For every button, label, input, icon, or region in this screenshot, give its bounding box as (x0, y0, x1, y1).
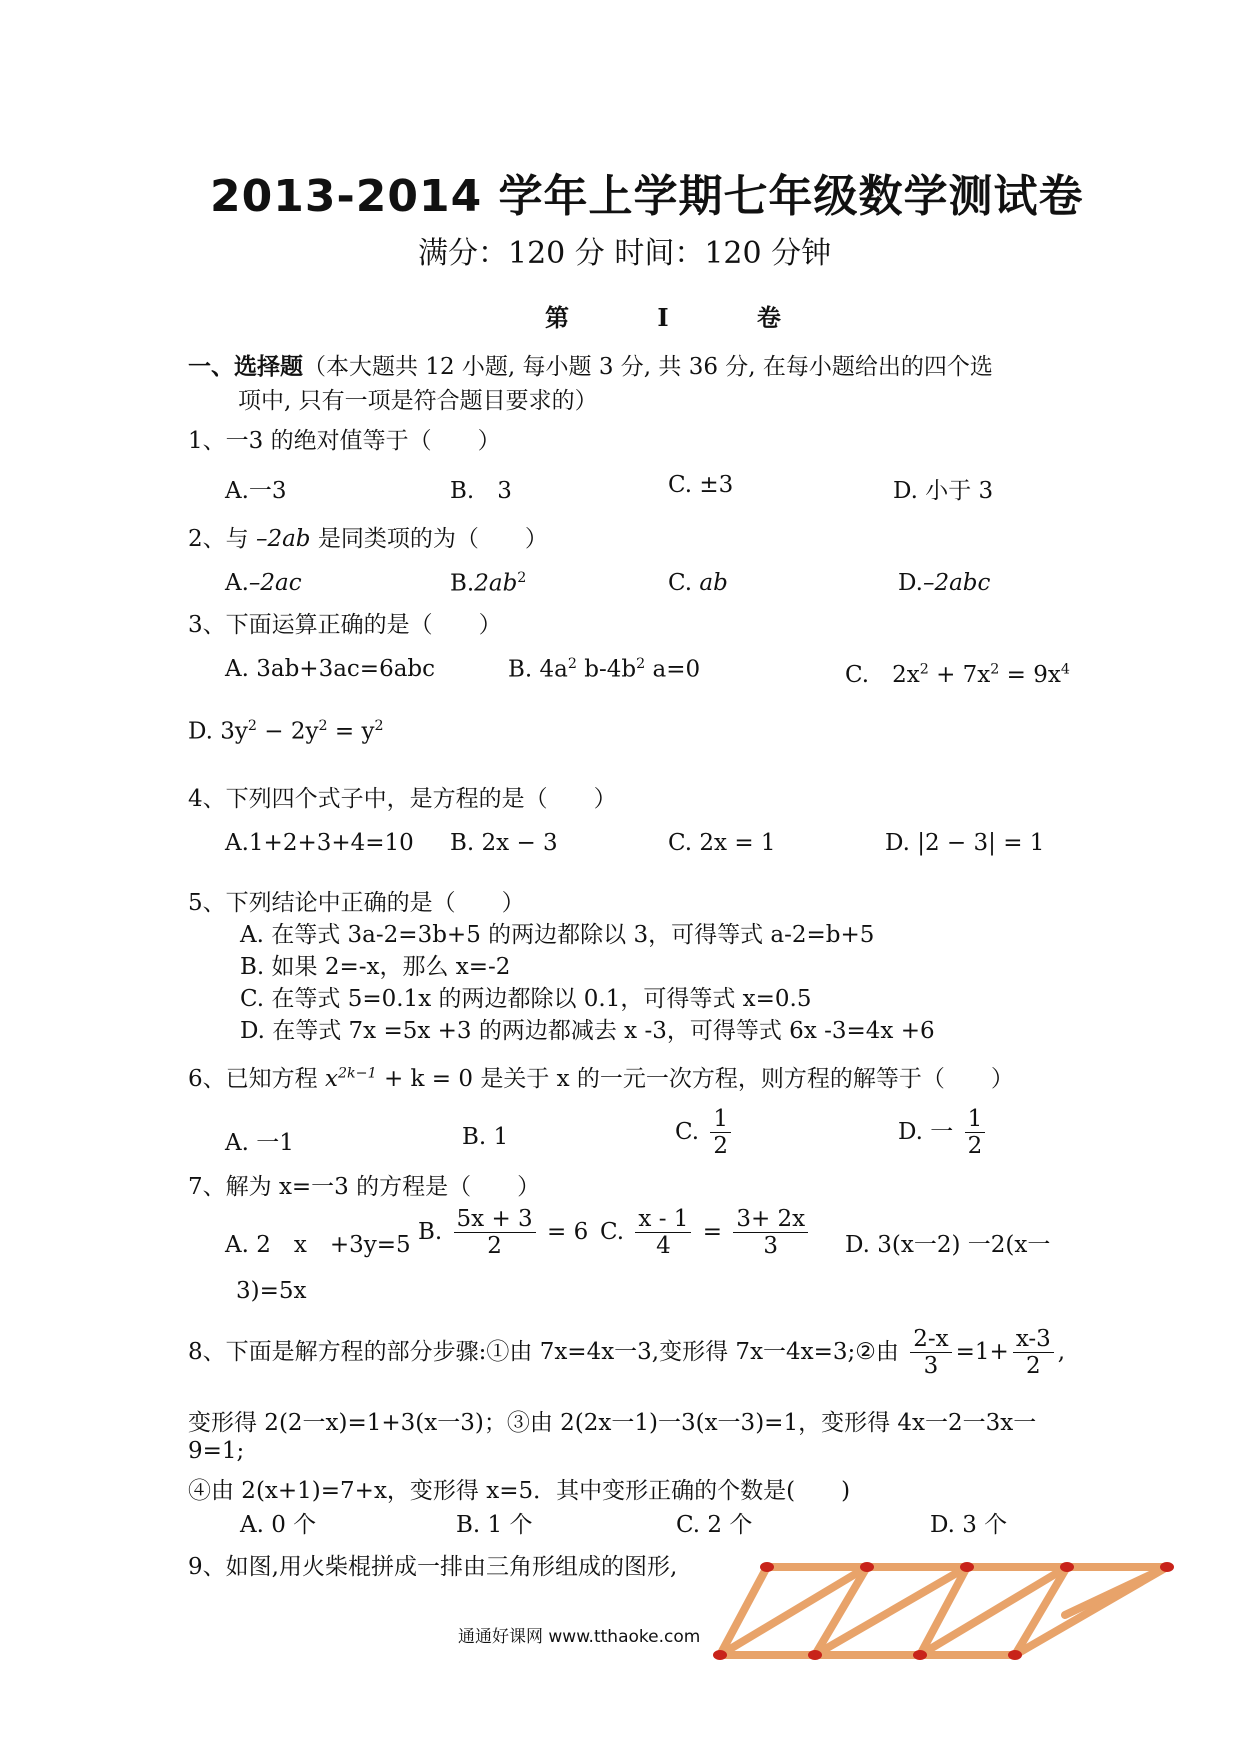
q7-option-b-fraction (454, 1206, 536, 1260)
q3-option-c-sup2: 2 (990, 661, 1000, 678)
matchstick-head (808, 1650, 822, 1660)
page-title: 2013-2014 学年上学期七年级数学测试卷 (210, 171, 1084, 222)
q3-option-d (188, 718, 384, 745)
q7-option-c-num2: 3+ 2x (733, 1206, 808, 1233)
q2-option-b-sup: 2 (517, 570, 527, 586)
q8-option-d: D. 3 个 (930, 1512, 1008, 1538)
q6-option-d-label: D. 一 (898, 1118, 954, 1145)
q2-option-c-label: C. (668, 570, 693, 596)
q3-option-c-3: = 9x (999, 662, 1061, 688)
q2-option-b (450, 570, 526, 597)
matchstick (1065, 1567, 1167, 1615)
q6-option-d-den: 2 (967, 1133, 983, 1160)
q2-option-d (898, 570, 990, 596)
q6-stem-x: x (324, 1066, 338, 1092)
q8-line-2: 变形得 2(2一x)=1+3(x一3)；③由 2(2x一1)一3(x一3)=1，变形得 4x一2一3x一 (188, 1410, 1037, 1436)
q3-option-d-sup1: 2 (247, 718, 257, 734)
page-subtitle: 满分：120 分 时间：120 分钟 (418, 236, 832, 271)
q5-stem: 5、下列结论中正确的是（ ） (188, 890, 525, 916)
q7-option-c-eq: = (702, 1218, 722, 1245)
q2-option-a-label: A. (225, 570, 249, 596)
footer-text: 通通好课网 www.tthaoke.com (458, 1627, 701, 1647)
matchstick-head (1060, 1562, 1074, 1572)
q6-stem-post: + k = 0 是关于 x 的一元一次方程，则方程的解等于（ ） (376, 1066, 1014, 1092)
q2-option-d-expr: –2abc (922, 570, 991, 596)
q8-option-a: A. 0 个 (240, 1512, 317, 1538)
q6-stem-pre: 6、已知方程 (188, 1066, 325, 1092)
q8-line-3: 9=1; (188, 1438, 245, 1464)
q6-option-d-fraction (965, 1106, 986, 1160)
q3-option-b-sup2: 2 (636, 656, 646, 672)
q9-stem: 9、如图,用火柴棍拼成一排由三角形组成的图形, (188, 1554, 678, 1580)
section-desc-1: （本大题共 12 小题, 每小题 3 分, 共 36 分, 在每小题给出的四个选 (303, 354, 993, 380)
q7-stem: 7、解为 x=一3 的方程是（ ） (188, 1174, 541, 1200)
q7-option-d-2: 3)=5x (236, 1278, 307, 1304)
q1-stem: 1、一3 的绝对值等于（ ） (188, 428, 501, 454)
q3-option-c-2: + 7x (928, 662, 991, 688)
q3-option-b-3: a=0 (645, 656, 701, 683)
q7-option-c-den2: 3 (763, 1233, 779, 1260)
matchstick-head (1008, 1650, 1022, 1660)
matchstick-head (860, 1562, 874, 1572)
matchstick-group (720, 1567, 1167, 1655)
q7-option-a: A. 2 x +3y=5 (225, 1232, 411, 1258)
q7-option-b-num: 5x + 3 (454, 1206, 536, 1233)
q3-option-c-sup3: 4 (1060, 661, 1070, 678)
q4-option-a: A.1+2+3+4=10 (225, 830, 414, 856)
matchstick-triangles-figure (705, 1555, 1185, 1667)
q5-option-a: A. 在等式 3a-2=3b+5 的两边都除以 3，可得等式 a-2=b+5 (240, 922, 875, 948)
q3-option-c (845, 656, 1070, 689)
matchstick-head (760, 1562, 774, 1572)
section-heading (188, 348, 993, 381)
q8-fraction-2-den: 2 (1025, 1353, 1041, 1380)
q2-option-b-expr: 2ab (474, 570, 518, 597)
q3-option-c-1: C. 2x (845, 662, 920, 688)
q3-option-a: A. 3ab+3ac=6abc (225, 656, 436, 682)
q6-option-b: B. 1 (462, 1124, 509, 1150)
matchstick-head (713, 1650, 727, 1660)
volume-heading: 第 Ⅰ 卷 (545, 303, 821, 332)
q2-option-d-label: D. (898, 570, 923, 596)
q8-fraction-2 (1013, 1326, 1054, 1380)
q3-option-b-2: b-4b (576, 656, 637, 683)
q8-fraction-1-den: 3 (923, 1353, 939, 1380)
q5-option-b: B. 如果 2=-x，那么 x=-2 (240, 954, 511, 980)
q7-option-b-den: 2 (487, 1233, 502, 1260)
q2-option-c-expr: ab (699, 570, 728, 596)
q3-option-b (508, 656, 700, 683)
q8-line-1-end: , (1057, 1338, 1066, 1365)
q1-option-d: D. 小于 3 (893, 478, 994, 504)
matchstick-head (1160, 1562, 1174, 1572)
q4-option-c: C. 2x = 1 (668, 830, 776, 856)
q8-fraction-1-num: 2-x (910, 1326, 951, 1353)
q7-option-c-fraction-1 (635, 1206, 691, 1260)
q7-option-c (600, 1206, 812, 1260)
q2-stem-pre: 2、与 (188, 526, 256, 552)
q3-option-b-1: B. 4a (508, 656, 568, 683)
q2-option-a (225, 570, 302, 596)
q5-option-d: D. 在等式 7x =5x +3 的两边都减去 x -3，可得等式 6x -3=4x +6 (240, 1018, 935, 1044)
q6-option-c-label: C. (675, 1118, 700, 1145)
q3-option-d-3: = y (327, 718, 375, 745)
q7-option-c-fraction-2 (733, 1206, 808, 1260)
q8-option-b: B. 1 个 (456, 1512, 533, 1538)
q2-stem-post: 是同类项的为（ ） (310, 526, 548, 552)
q3-option-b-sup1: 2 (567, 656, 577, 672)
q2-stem-var: –2ab (255, 526, 311, 552)
q7-option-c-num1: x - 1 (635, 1206, 691, 1233)
q6-option-a: A. 一1 (225, 1130, 294, 1156)
q5-option-c: C. 在等式 5=0.1x 的两边都除以 0.1，可得等式 x=0.5 (240, 986, 812, 1012)
q8-option-c: C. 2 个 (676, 1512, 753, 1538)
q6-stem-sup: 2k−1 (337, 1065, 377, 1082)
q1-option-b: B. 3 (450, 478, 512, 504)
section-heading-label: 一、选择题 (188, 353, 303, 380)
q7-option-b-label: B. (418, 1218, 443, 1245)
q1-option-a: A.一3 (225, 478, 287, 504)
q6-option-d (898, 1106, 989, 1160)
matchstick-head (913, 1650, 927, 1660)
matchstick-head (960, 1562, 974, 1572)
q1-option-c: C. ±3 (668, 472, 734, 498)
q2-option-c (668, 570, 728, 596)
q8-line-1-mid: =1+ (955, 1338, 1009, 1365)
q8-fraction-1 (910, 1326, 951, 1380)
q4-stem: 4、下列四个式子中，是方程的是（ ） (188, 786, 617, 812)
q3-option-c-sup1: 2 (919, 661, 929, 678)
q3-option-d-sup3: 2 (374, 718, 384, 734)
q8-line-1 (188, 1326, 1065, 1380)
q2-stem (188, 520, 548, 553)
q2-option-a-expr: –2ac (248, 570, 302, 596)
q6-option-c-num: 1 (710, 1106, 731, 1133)
q3-option-d-sup2: 2 (318, 718, 328, 734)
q8-line-4: ④由 2(x+1)=7+x，变形得 x=5．其中变形正确的个数是( ) (188, 1478, 851, 1504)
q7-option-b (418, 1206, 588, 1260)
q8-line-1-pre: 8、下面是解方程的部分步骤:①由 7x=4x一3,变形得 7x一4x=3;②由 (188, 1338, 899, 1365)
q7-option-b-rhs: = 6 (546, 1218, 589, 1245)
section-desc-2: 项中, 只有一项是符合题目要求的） (238, 388, 598, 414)
q3-option-d-2: − 2y (256, 718, 319, 745)
q6-option-d-num: 1 (965, 1106, 986, 1133)
q3-option-d-1: D. 3y (188, 718, 248, 745)
q2-option-b-label: B. (450, 570, 475, 597)
q6-stem (188, 1060, 1014, 1093)
q6-option-c-fraction (710, 1106, 731, 1160)
q4-option-d: D. |2 − 3| = 1 (885, 830, 1045, 856)
q7-option-c-den1: 4 (656, 1233, 671, 1260)
q7-option-c-label: C. (600, 1218, 625, 1245)
q3-stem: 3、下面运算正确的是（ ） (188, 612, 502, 638)
q6-option-c (675, 1106, 735, 1160)
q7-option-d-1: D. 3(x一2) 一2(x一 (845, 1232, 1051, 1258)
q4-option-b: B. 2x − 3 (450, 830, 558, 856)
q6-option-c-den: 2 (713, 1133, 729, 1160)
q8-fraction-2-num: x-3 (1013, 1326, 1054, 1353)
